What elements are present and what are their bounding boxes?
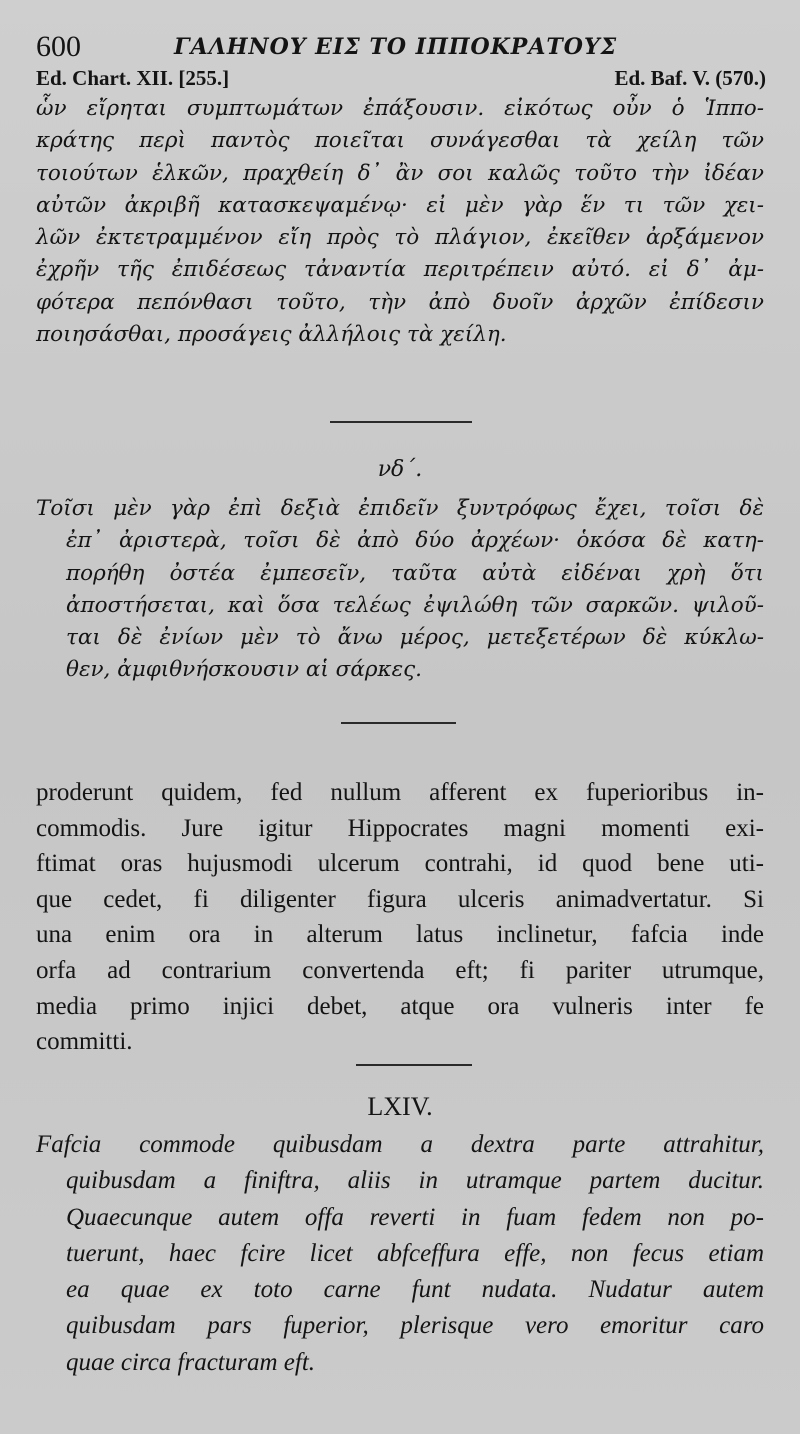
text-line: φότερα πεπόνθασι τοῦτο, τὴν ἀπὸ δυοῖν ἀρχῶν ἐπίδεσιν: [36, 289, 764, 315]
text-line: τοιούτων ἑλκῶν, πραχθείη δ᾽ ἂν σοι καλῶς τοῦτο τὴν ἰδέαν: [36, 160, 764, 186]
text-line: media primo injici debet, atque ora vulneris inter fe: [36, 992, 764, 1020]
text-line: orfa ad contrarium convertenda eft; fi pariter utrumque,: [36, 956, 764, 984]
text-line: proderunt quidem, fed nullum afferent ex fuperioribus in-: [36, 779, 764, 806]
text-line: quae circa fracturam eft.: [66, 1348, 316, 1376]
page-header: [36, 28, 766, 64]
greek-section-number: νδ´.: [377, 457, 423, 482]
section-rule: [341, 722, 456, 724]
text-line: que cedet, fi diligenter figura ulceris animadvertatur. Si: [36, 885, 764, 913]
text-line: quibusdam a finiftra, aliis in utramque partem ducitur.: [66, 1167, 764, 1195]
text-line: ποιησάσθαι, προσάγεις ἀλλήλοις τὰ χείλη.: [36, 322, 507, 348]
latin-section-number: LXIV.: [367, 1092, 433, 1121]
greek-paragraph-1: [36, 93, 764, 351]
page-number: 600: [36, 30, 81, 63]
edition-basel: Ed. Baf. V. (570.): [614, 66, 766, 90]
text-line: tuerunt, haec fcire licet abfceffura effe, non fecus etiam: [66, 1239, 764, 1267]
text-line: ftimat oras hujusmodi ulcerum contrahi, id quod bene uti-: [36, 850, 764, 878]
text-line: ἐπ᾽ ἀριστερὰ, τοῖσι δὲ ἀπὸ δύο ἀρχέων· ὁκόσα δὲ κατη-: [66, 528, 764, 554]
section-rule: [330, 421, 472, 423]
text-line: una enim ora in alterum latus inclinetur, fafcia inde: [36, 921, 764, 949]
text-line: Quaecunque autem offa reverti in fuam fedem non po-: [66, 1203, 764, 1231]
text-line: θεν, ἀμφιθνήσκουσιν αἱ σάρκες.: [66, 657, 423, 683]
text-line: ται δὲ ἐνίων μὲν τὸ ἄνω μέρος, μετεξετέρων δὲ κύκλω-: [66, 625, 764, 651]
latin-italic-paragraph: [36, 1127, 764, 1381]
text-line: ea quae ex toto carne funt nudata. Nudatur autem: [66, 1276, 764, 1304]
section-rule: [356, 1064, 472, 1066]
text-line: πορήθη ὀστέα ἐμπεσεῖν, ταῦτα αὐτὰ εἰδέναι χρὴ ὅτι: [66, 560, 764, 586]
text-line: ἀποστήσεται, καὶ ὅσα τελέως ἐψιλώθη τῶν σαρκῶν. ψιλοῦ-: [66, 592, 764, 618]
text-line: committi.: [36, 1028, 133, 1056]
edition-chartier: Ed. Chart. XII. [255.]: [36, 66, 230, 90]
text-line: ὧν εἴρηται συμπτωμάτων ἐπάξουσιν. εἰκότως οὖν ὁ Ἱππο-: [36, 96, 764, 121]
text-line: ἐχρῆν τῆς ἐπιδέσεως τἀναντία περιτρέπειν αὐτό. εἰ δ᾽ ἀμ-: [36, 257, 764, 283]
text-line: κράτης περὶ παντὸς ποιεῖται συνάγεσθαι τὰ χείλη τῶν: [36, 128, 764, 154]
text-line: λῶν ἐκτετραμμένον εἴη πρὸς τὸ πλάγιον, ἐκεῖθεν ἀρξάμενον: [36, 225, 764, 251]
text-line: Fafcia commode quibusdam a dextra parte attrahitur,: [36, 1131, 764, 1158]
greek-paragraph-2: [36, 493, 764, 687]
running-title: ΓΑΛΗΝΟΥ ΕΙΣ ΤΟ ΙΠΠΟΚΡΑΤΟΥΣ: [174, 34, 618, 60]
text-line: Τοῖσι μὲν γὰρ ἐπὶ δεξιὰ ἐπιδεῖν ξυντρόφως ἔχει, τοῖσι δὲ: [36, 496, 764, 521]
latin-paragraph: [36, 775, 764, 1060]
text-line: αὐτῶν ἀκριβῆ κατασκεψαμένῳ· εἰ μὲν γὰρ ἕν τι τῶν χει-: [36, 192, 764, 218]
text-line: commodis. Jure igitur Hippocrates magni momenti exi-: [36, 814, 764, 842]
text-line: quibusdam pars fuperior, plerisque vero emoritur caro: [66, 1312, 764, 1340]
